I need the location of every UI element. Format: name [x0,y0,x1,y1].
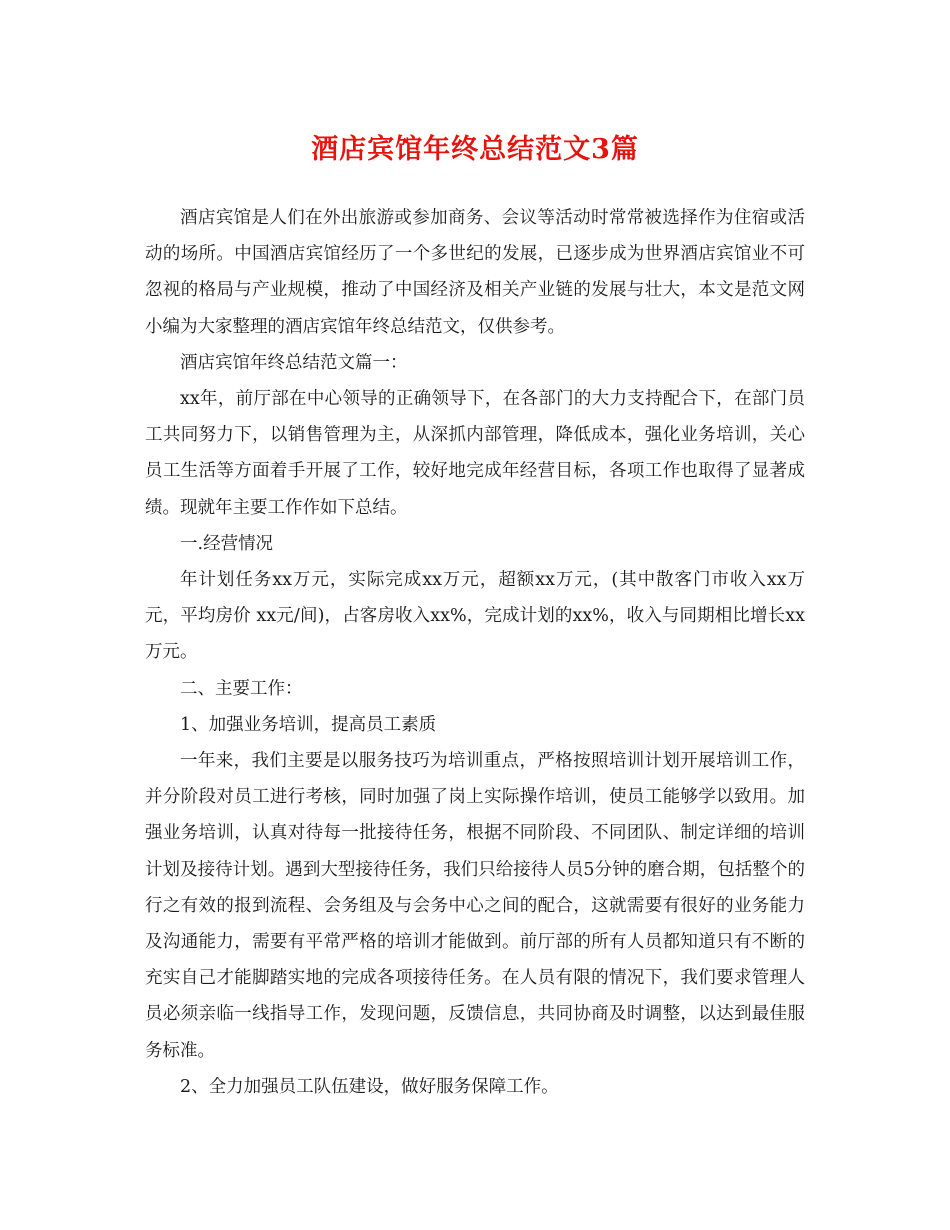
document-body [145,200,805,1105]
paragraph-heading-training: 1、加强业务培训，提高员工素质 [180,714,437,735]
paragraph-training: 一年来，我们主要是以服务技巧为培训重点，严格按照培训计划开展培训工作，并分阶段对员工进行考核，同时加强了岗上实际操作培训，使员工能够学以致用。加强业务培训，认真对待每一批接待任务，根据不同阶段、不同团队、制定详细的培训计划及接待计划。遇到大型接待任务，我们只给接待人员5分钟的磨合期，包括整个的行之有效的报到流程、会务组及与会务中心之间的配合，这就需要有很好的业务能力及沟通能力，需要有平常严格的培训才能做到。前厅部的所有人员都知道只有不断的充实自己才能脚踏实地的完成各项接待任务。在人员有限的情况下，我们要求管理人员必须亲临一线指导工作，发现问题，反馈信息，共同协商及时调整，以达到最佳服务标准。 [145,751,805,1061]
paragraph-heading-main-work: 二、主要工作： [180,678,303,699]
paragraph-overview: xx年，前厅部在中心领导的正确领导下，在各部门的大力支持配合下，在部门员工共同努力下，以销售管理为主，从深抓内部管理，降低成本，强化业务培训，关心员工生活等方面着手开展了工作，较好地完成年经营目标，各项工作也取得了显著成绩。现就年主要工作作如下总结。 [145,389,805,518]
paragraph-section-heading: 酒店宾馆年终总结范文篇一： [180,352,408,373]
paragraph-heading-team: 2、全力加强员工队伍建设，做好服务保障工作。 [180,1076,559,1097]
paragraph-intro: 酒店宾馆是人们在外出旅游或参加商务、会议等活动时常常被选择作为住宿或活动的场所。中国酒店宾馆经历了一个多世纪的发展，已逐步成为世界酒店宾馆业不可忽视的格局与产业规模，推动了中国经济及相关产业链的发展与壮大，本文是范文网小编为大家整理的酒店宾馆年终总结范文，仅供参考。 [145,208,805,337]
paragraph-heading-operations: 一.经营情况 [180,533,274,554]
paragraph-operations: 年计划任务xx万元，实际完成xx万元，超额xx万元，(其中散客门市收入xx万元，平均房价 xx元/间)，占客房收入xx%，完成计划的xx%，收入与同期相比增长xx万元。 [145,570,805,663]
document-title: 酒店宾馆年终总结范文3篇 [311,134,639,165]
